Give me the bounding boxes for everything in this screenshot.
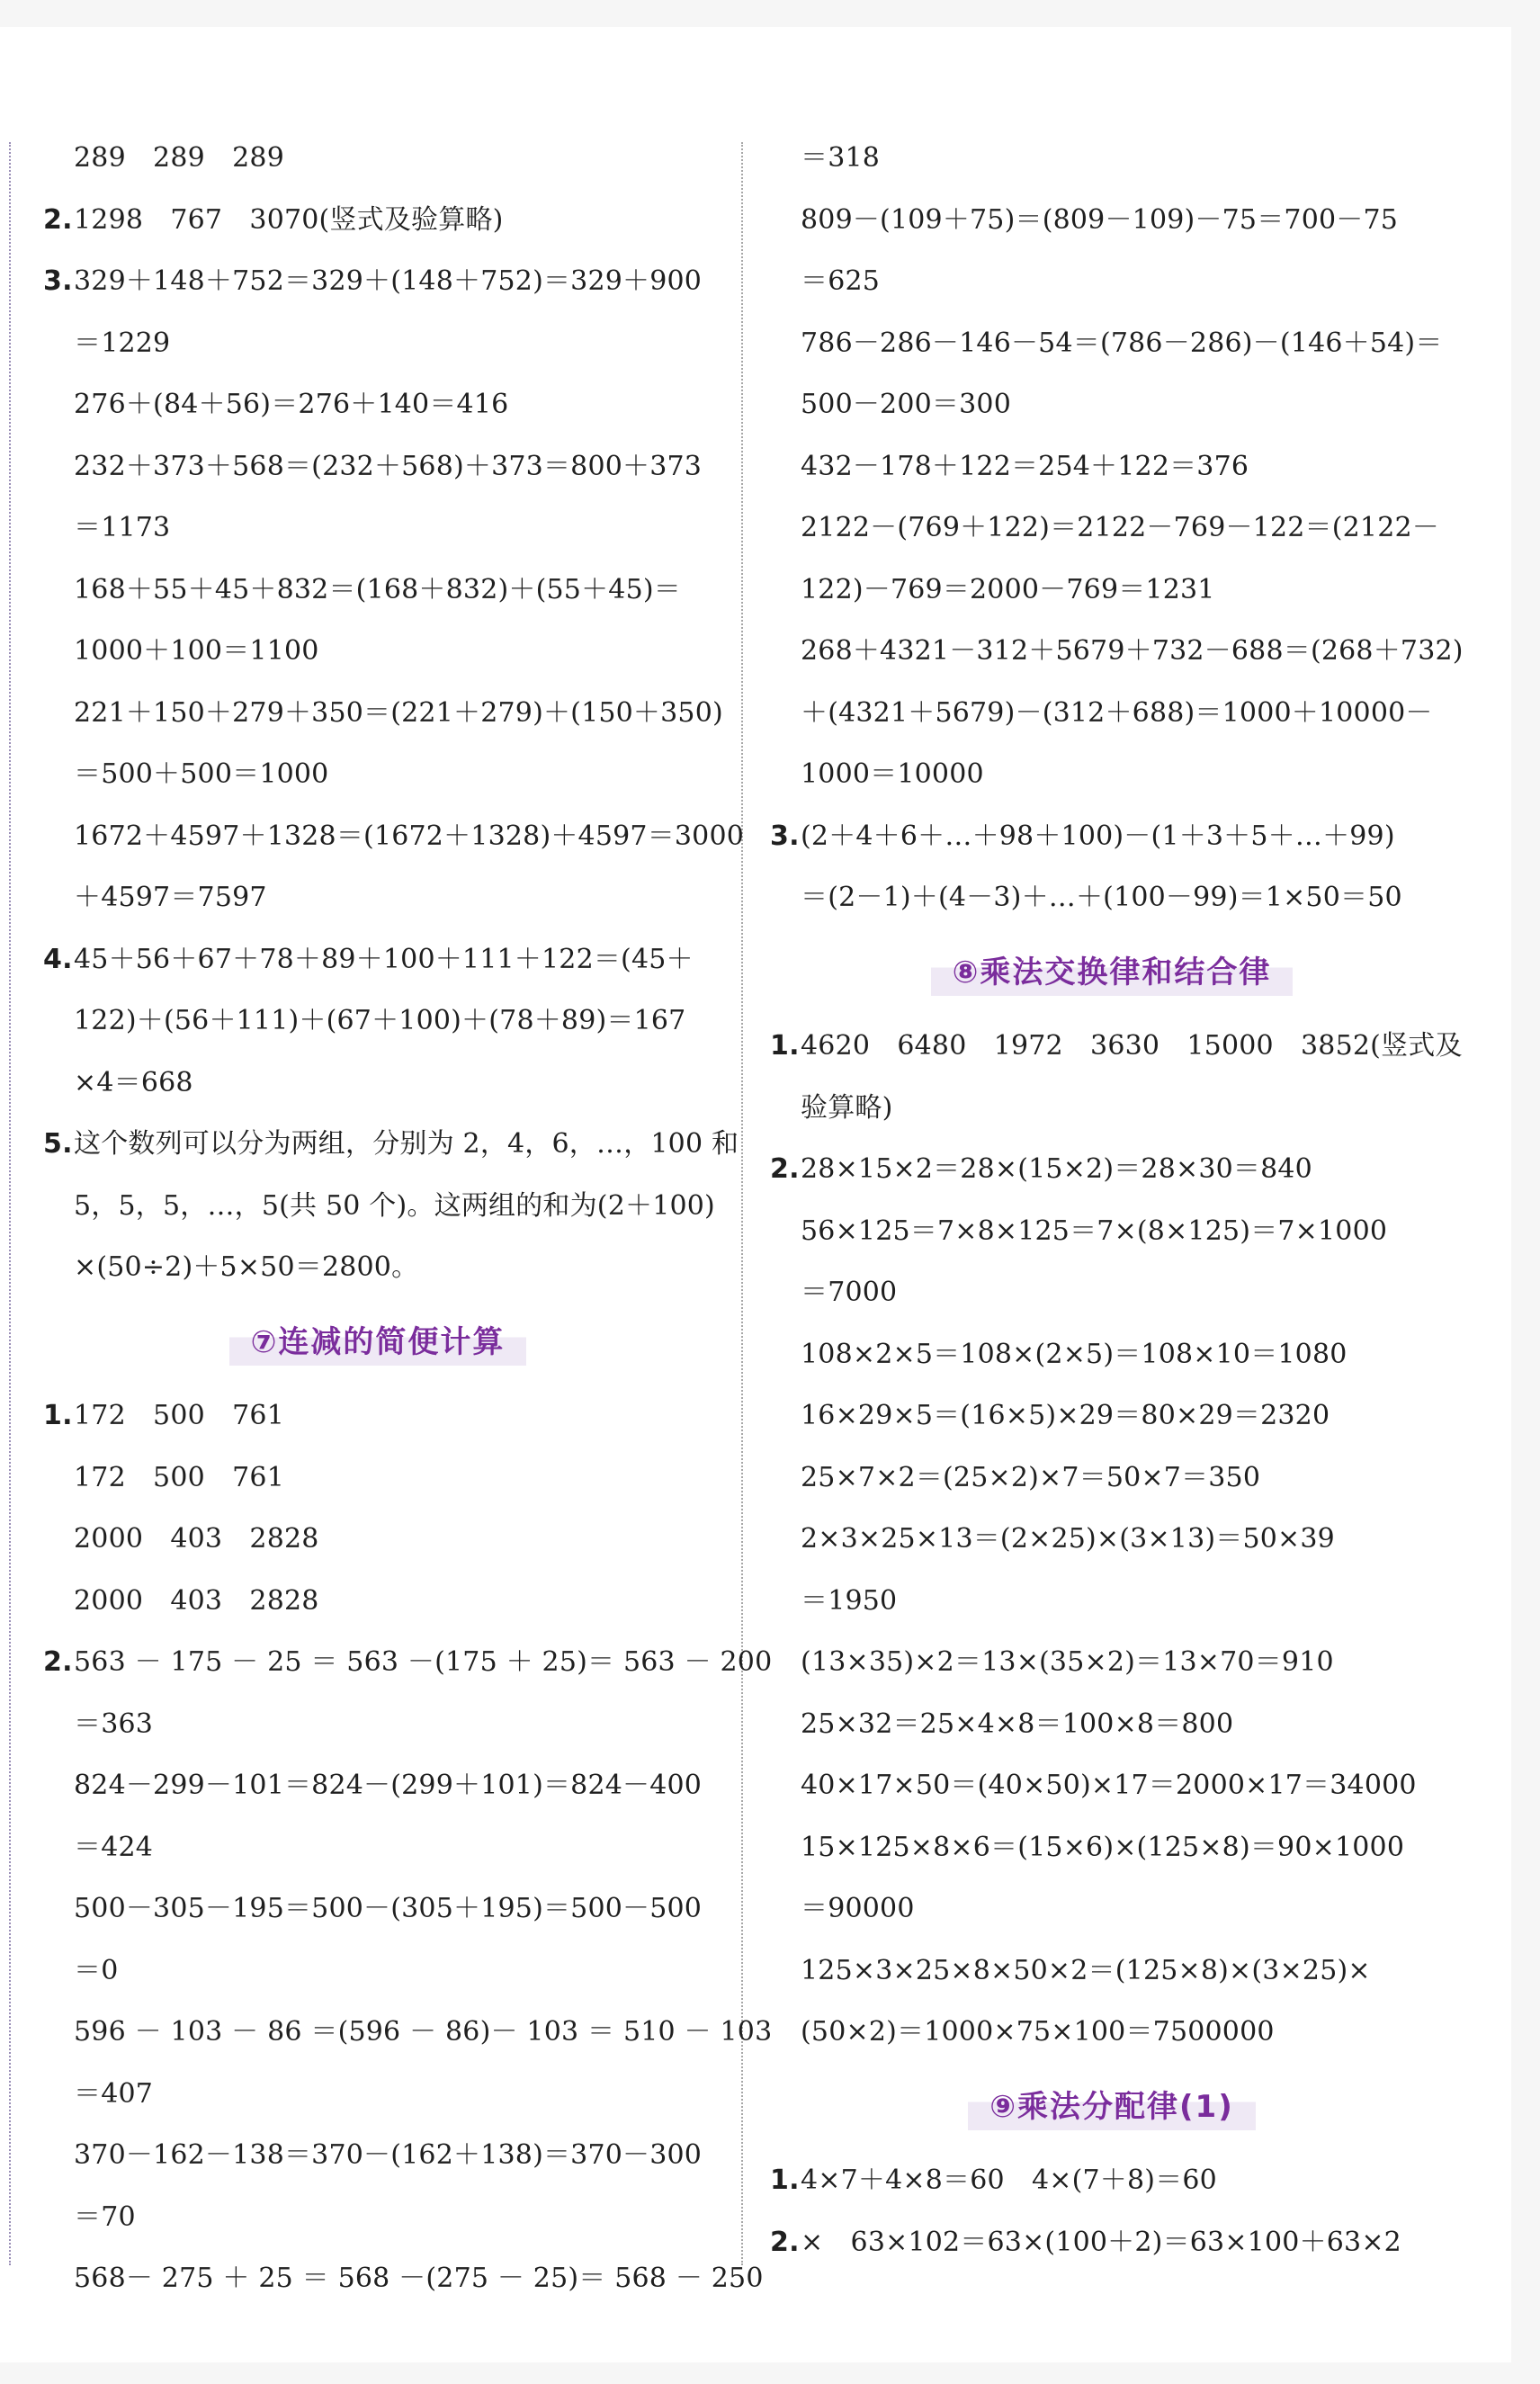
answer-text: 432－178＋122＝254＋122＝376 [801, 450, 1249, 482]
answer-text: 2122－(769＋122)＝2122－769－122＝(2122－ [801, 512, 1439, 543]
answer-line [43, 313, 712, 375]
answer-text: ＝407 [74, 2077, 154, 2110]
answer-line [43, 2187, 712, 2249]
answer-text: 329＋148＋752＝329＋(148＋752)＝329＋900 [74, 265, 703, 297]
answer-text: 108×2×5＝108×(2×5)＝108×10＝1080 [801, 1338, 1348, 1370]
answer-text: ＝318 [801, 142, 881, 174]
question-number: 2. [43, 1646, 73, 1678]
answer-text: 25×32＝25×4×8＝100×8＝800 [801, 1707, 1234, 1740]
answer-text: 786－286－146－54＝(786－286)－(146＋54)＝ [801, 327, 1443, 359]
answer-line [43, 2125, 712, 2187]
answer-line [43, 374, 712, 436]
answer-text: 4×7＋4×8＝60 4×(7＋8)＝60 [801, 2164, 1217, 2196]
answer-text: 验算略) [801, 1091, 893, 1124]
section-heading-text: ⑨乘法分配律(1) [968, 2076, 1256, 2138]
answer-text: 824－299－101＝824－(299＋101)＝824－400 [74, 1770, 703, 1801]
answer-text: 2000 403 2828 [74, 1584, 319, 1617]
answer-line [43, 560, 712, 622]
answer-line [43, 1817, 712, 1879]
answer-text: 809－(109＋75)＝(809－109)－75＝700－75 [801, 203, 1399, 236]
answer-line [770, 1940, 1454, 2003]
answer-line [770, 867, 1454, 929]
answer-text: 370－162－138＝370－(162＋138)＝370－300 [74, 2139, 703, 2171]
answer-text: ＝625 [801, 265, 881, 297]
answer-line [770, 1201, 1454, 1263]
answer-line [43, 1878, 712, 1940]
answer-text: (50×2)＝1000×75×100＝7500000 [801, 2016, 1275, 2048]
answer-line [43, 2248, 764, 2310]
answer-text: 221＋150＋279＋350＝(221＋279)＋(150＋350) [74, 696, 723, 729]
question-line [43, 1385, 712, 1447]
question-number: 2. [43, 203, 73, 236]
left-column [43, 128, 773, 2310]
question-line [770, 1016, 1463, 1078]
answer-line [43, 436, 712, 498]
answer-line [43, 497, 712, 560]
answer-line [43, 1571, 712, 1633]
answer-text: 2×3×25×13＝(2×25)×(3×13)＝50×39 [801, 1523, 1335, 1555]
answer-text: ＝90000 [801, 1893, 915, 1924]
answer-text: 500－305－195＝500－(305＋195)＝500－500 [74, 1893, 703, 1924]
answer-text: 276＋(84＋56)＝276＋140＝416 [74, 389, 509, 420]
section-heading-text: ⑧乘法交换律和结合律 [931, 942, 1294, 1004]
answer-text: ＝70 [74, 2200, 136, 2233]
answer-line [770, 1385, 1454, 1447]
question-number: 2. [770, 1153, 800, 1185]
answer-line [770, 683, 1454, 745]
answer-line [43, 2064, 712, 2126]
question-line [43, 251, 712, 313]
answer-text: 268＋4321－312＋5679＋732－688＝(268＋732) [801, 635, 1464, 667]
answer-text: 563 － 175 － 25 ＝ 563 －(175 ＋ 25)＝ 563 － 200 [74, 1646, 773, 1678]
answer-line [770, 560, 1454, 622]
answer-line [770, 1817, 1454, 1879]
answer-line [43, 128, 712, 190]
answer-line [770, 1694, 1454, 1756]
question-number: 3. [770, 820, 800, 852]
answer-text: 172 500 761 [74, 1461, 284, 1493]
answer-text: ×4＝668 [74, 1066, 193, 1098]
answer-text: ＝7000 [801, 1277, 898, 1308]
question-number: 4. [43, 943, 73, 975]
answer-text: 289 289 289 [74, 142, 284, 174]
section-heading [770, 2076, 1454, 2138]
answer-line [770, 128, 1454, 190]
answer-text: × 63×102＝63×(100＋2)＝63×100＋63×2 [801, 2226, 1401, 2258]
answer-text: (2＋4＋6＋…＋98＋100)－(1＋3＋5＋…＋99) [801, 820, 1395, 852]
answer-line [770, 251, 1454, 313]
answer-text: ＝500＋500＝1000 [74, 758, 329, 790]
question-line [43, 1114, 739, 1176]
answer-line [770, 190, 1454, 252]
answer-text: 1000＋100＝1100 [74, 635, 319, 667]
answer-line [770, 744, 1454, 806]
section-heading [43, 1312, 712, 1374]
answer-text: 45＋56＋67＋78＋89＋100＋111＋122＝(45＋ [74, 943, 694, 975]
answer-line [770, 1447, 1454, 1510]
answer-line [770, 621, 1464, 683]
answer-line [43, 806, 745, 868]
answer-line [43, 1694, 712, 1756]
answer-line [770, 1571, 1454, 1633]
answer-text: ×(50÷2)＋5×50＝2800。 [74, 1251, 419, 1283]
answer-text: 122)－769＝2000－769＝1231 [801, 573, 1215, 605]
answer-text: 500－200＝300 [801, 389, 1011, 420]
question-line [43, 929, 712, 991]
answer-text: 2000 403 2828 [74, 1523, 319, 1555]
answer-text: 5，5，5，…，5(共 50 个)。这两组的和为(2＋100) [74, 1189, 715, 1222]
answer-line [43, 1237, 712, 1299]
question-number: 1. [43, 1400, 73, 1431]
answer-line [770, 1509, 1454, 1571]
answer-text: 4620 6480 1972 3630 15000 3852(竖式及 [801, 1030, 1463, 1062]
answer-text: 1672＋4597＋1328＝(1672＋1328)＋4597＝3000 [74, 820, 745, 852]
answer-text: ＝(2－1)＋(4－3)＋…＋(100－99)＝1×50＝50 [801, 882, 1402, 913]
answer-page [0, 27, 1511, 2362]
answer-text: (13×35)×2＝13×(35×2)＝13×70＝910 [801, 1646, 1334, 1678]
answer-text: 596 － 103 － 86 ＝(596 － 86)－ 103 ＝ 510 － 103 [74, 2016, 773, 2048]
answer-text: 232＋373＋568＝(232＋568)＋373＝800＋373 [74, 450, 703, 482]
question-line [770, 2212, 1454, 2274]
question-line [770, 1139, 1454, 1201]
answer-line [770, 497, 1454, 560]
answer-line [43, 1176, 715, 1238]
section-heading [770, 942, 1454, 1004]
question-line [43, 190, 712, 252]
answer-text: ＝1950 [801, 1584, 898, 1617]
section-heading-text: ⑦连减的简便计算 [229, 1312, 527, 1374]
answer-line [770, 1078, 1454, 1140]
question-line [770, 2150, 1454, 2212]
heading-spacer [770, 2138, 1454, 2150]
answer-line [770, 2002, 1454, 2064]
answer-text: 1000＝10000 [801, 758, 984, 790]
answer-line [770, 374, 1454, 436]
answer-line [43, 867, 712, 929]
column-divider [741, 142, 743, 2265]
answer-line [43, 1447, 712, 1510]
answer-text: 40×17×50＝(40×50)×17＝2000×17＝34000 [801, 1770, 1417, 1801]
answer-text: 568－ 275 ＋ 25 ＝ 568 －(275 － 25)＝ 568 － 250 [74, 2263, 764, 2294]
answer-text: 16×29×5＝(16×5)×29＝80×29＝2320 [801, 1400, 1330, 1431]
question-number: 2. [770, 2226, 800, 2258]
answer-text: 168＋55＋45＋832＝(168＋832)＋(55＋45)＝ [74, 573, 681, 605]
answer-line [770, 1262, 1454, 1324]
right-column [770, 128, 1464, 2273]
answer-text: 56×125＝7×8×125＝7×(8×125)＝7×1000 [801, 1214, 1388, 1247]
question-number: 1. [770, 2164, 800, 2196]
answer-line [770, 1878, 1454, 1940]
answer-text: 这个数列可以分为两组，分别为 2，4，6，…，100 和 [74, 1128, 739, 1160]
answer-line [43, 683, 723, 745]
heading-spacer [770, 1003, 1454, 1016]
answer-text: 15×125×8×6＝(15×6)×(125×8)＝90×1000 [801, 1831, 1405, 1863]
answer-text: 28×15×2＝28×(15×2)＝28×30＝840 [801, 1153, 1312, 1185]
answer-text: ＝1229 [74, 327, 171, 359]
answer-text: 125×3×25×8×50×2＝(125×8)×(3×25)× [801, 1954, 1371, 1986]
left-margin-rule [9, 142, 11, 2265]
answer-text: 25×7×2＝(25×2)×7＝50×7＝350 [801, 1461, 1261, 1493]
question-line [43, 1632, 773, 1694]
answer-line [43, 1053, 712, 1115]
answer-text: ＝363 [74, 1707, 154, 1740]
answer-line [770, 436, 1454, 498]
answer-text: ＋4597＝7597 [74, 882, 267, 913]
answer-line [43, 621, 712, 683]
answer-text: ＝424 [74, 1831, 154, 1863]
answer-line [770, 1632, 1454, 1694]
answer-line [770, 1755, 1454, 1817]
answer-line [43, 1755, 712, 1817]
answer-line [43, 990, 712, 1053]
answer-text: 1298 767 3070(竖式及验算略) [74, 203, 504, 236]
answer-line [770, 313, 1454, 375]
answer-text: ＝1173 [74, 512, 171, 543]
answer-text: 122)＋(56＋111)＋(67＋100)＋(78＋89)＝167 [74, 1005, 686, 1036]
question-number: 3. [43, 265, 73, 297]
answer-text: ＝0 [74, 1954, 119, 1986]
answer-text: ＋(4321＋5679)－(312＋688)＝1000＋10000－ [801, 696, 1433, 729]
answer-line [770, 1324, 1454, 1386]
question-number: 5. [43, 1128, 73, 1160]
heading-spacer [43, 1373, 712, 1385]
question-number: 1. [770, 1030, 800, 1062]
answer-line [43, 1940, 712, 2003]
answer-line [43, 744, 712, 806]
answer-text: 172 500 761 [74, 1400, 284, 1431]
answer-line [43, 2002, 773, 2064]
question-line [770, 806, 1454, 868]
answer-line [43, 1509, 712, 1571]
